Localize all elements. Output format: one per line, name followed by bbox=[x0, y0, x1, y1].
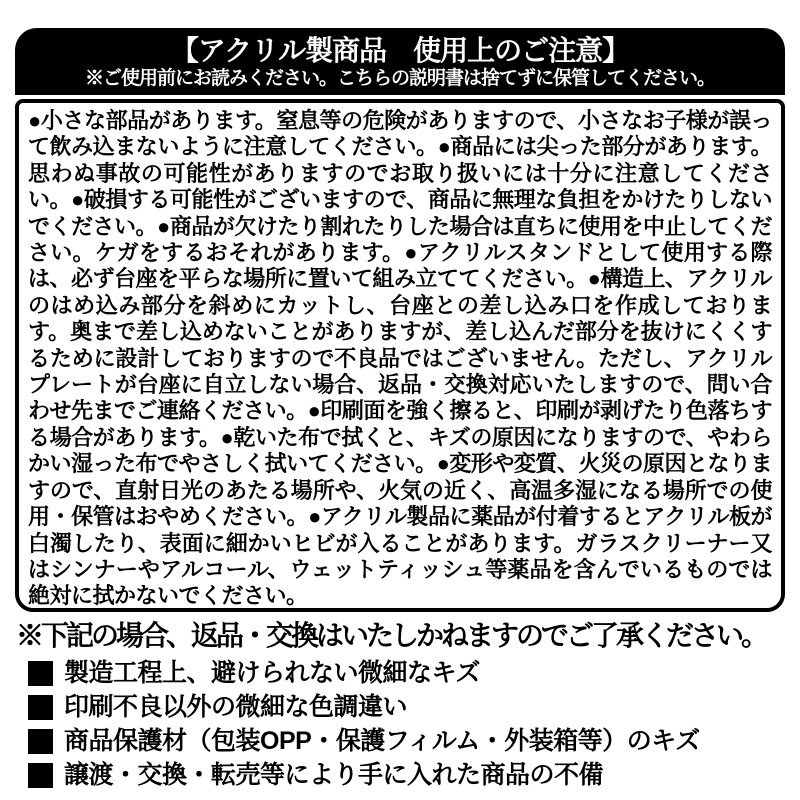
precautions-text: ●小さな部品があります。窒息等の危険がありますので、小さなお子様が誤って飲み込まないように注意してください。●商品には尖った部分があります。思わぬ事故の可能性がありますのでお取り扱いには十分に注意してください。●破損する可能性がございますので、商品に無理な負担をかけたりしないでください。●商品が欠けたり割れたりした場合は直ちに使用を中止してください。ケガをするおそれがあります。●アクリルスタンドとして使用する際は、必ず台座を平らな場所に置いて組み立ててください。●構造上、アクリルのはめ込み部分を斜めにカットし、台座との差し込み口を作成しております。奥まで差し込めないことがありますが、差し込んだ部分を抜けにくくするために設計しておりますので不良品ではございません。ただし、アクリルプレートが台座に自立しない場合、返品・交換対応いたしますので、問い合わせ先までご連絡ください。●印刷面を強く擦ると、印刷が剥げたり色落ちする場合があります。●乾いた布で拭くと、キズの原因になりますので、やわらかい湿った布でやさしく拭いてください。●変形や変質、火災の原因となりますので、直射日光のあたる場所や、火気の近く、高温多湿になる場所での使用・保管はおやめください。●アクリル製品に薬品が付着するとアクリル板が白濁したり、表面に細かいヒビが入ることがあります。ガラスクリーナー又はシンナーやアルコール、ウェットティッシュ等薬品を含んでいるものでは絶対に拭かないでください。 bbox=[28, 108, 772, 609]
square-bullet-icon bbox=[28, 763, 53, 788]
returns-item-label: 印刷不良以外の微細な色調違い bbox=[64, 693, 408, 721]
returns-list-item bbox=[28, 694, 788, 720]
returns-heading: ※下記の場合、返品・交換はいたしかねますのでご了承ください。 bbox=[16, 620, 767, 651]
square-bullet-icon bbox=[28, 661, 53, 686]
returns-item-label: 商品保護材（包装OPP・保護フィルム・外装箱等）のキズ bbox=[64, 727, 700, 755]
square-bullet-icon bbox=[28, 729, 53, 754]
returns-item-label: 製造工程上、避けられない微細なキズ bbox=[64, 659, 481, 687]
notice-header-band bbox=[15, 28, 785, 95]
square-bullet-icon bbox=[28, 695, 53, 720]
returns-list-item bbox=[28, 728, 788, 754]
returns-list bbox=[28, 660, 788, 796]
notice-subtitle: ※ご使用前にお読みください。こちらの説明書は捨てずに保管してください。 bbox=[84, 68, 715, 89]
returns-list-item bbox=[28, 762, 788, 788]
returns-list-item bbox=[28, 660, 788, 686]
returns-item-label: 譲渡・交換・転売等により手に入れた商品の不備 bbox=[64, 761, 604, 789]
precautions-box bbox=[15, 99, 785, 612]
notice-title: 【アクリル製商品 使用上のご注意】 bbox=[170, 35, 630, 66]
